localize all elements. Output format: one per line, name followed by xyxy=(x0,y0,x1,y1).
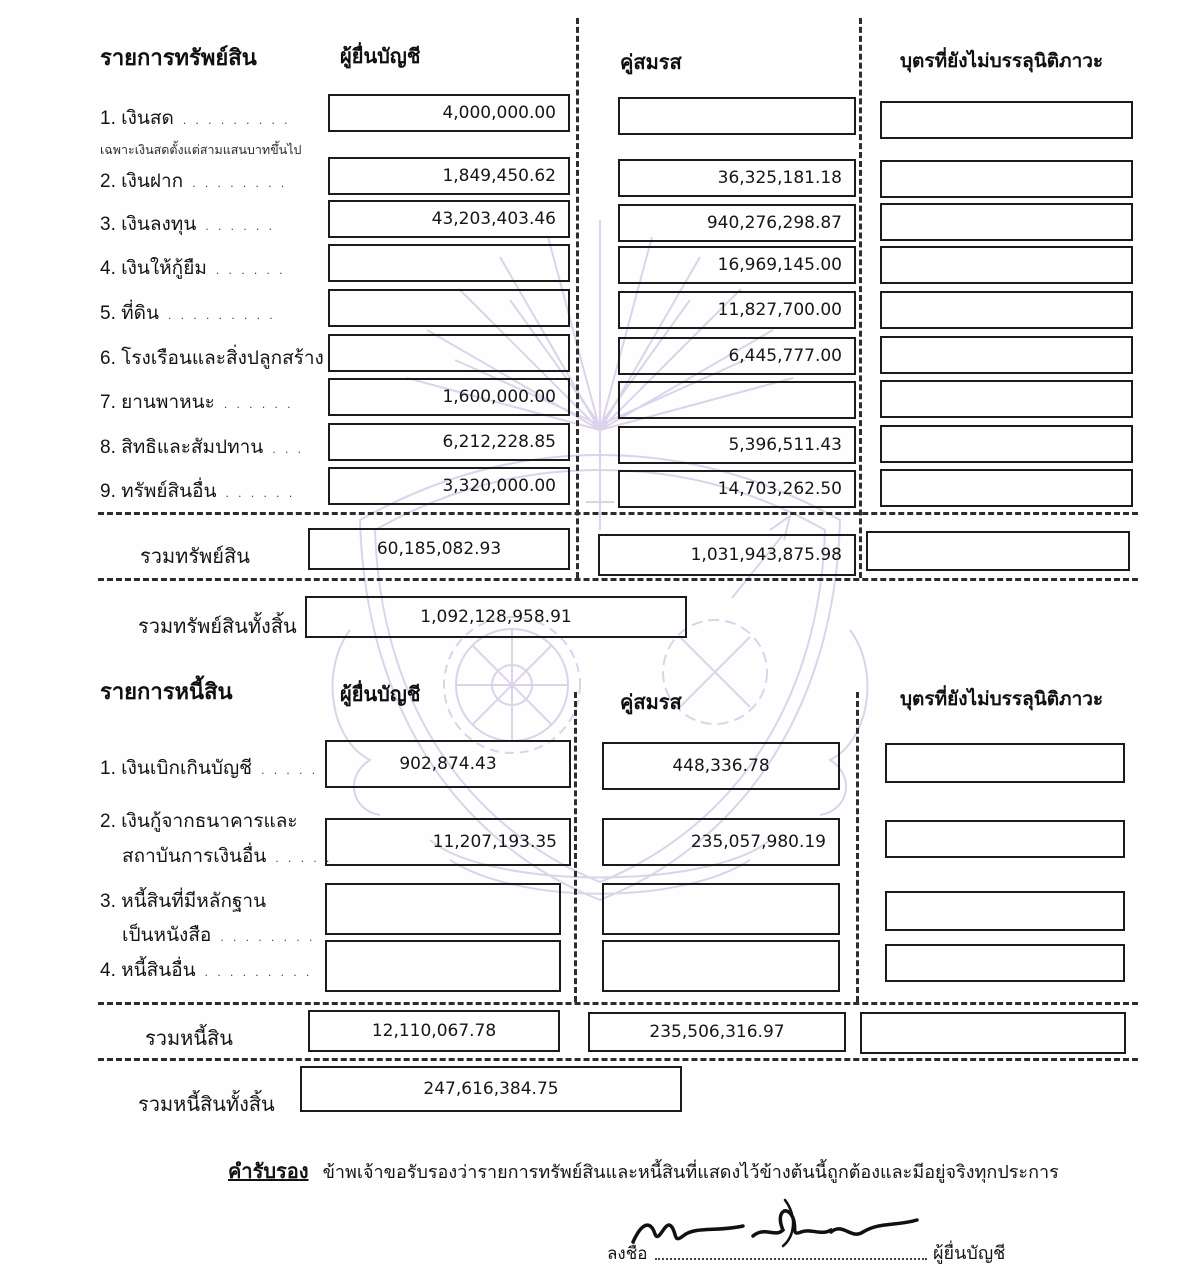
asset-declarant-value-box: 1,849,450.62 xyxy=(328,157,570,195)
asset-spouse-value-box: 11,827,700.00 xyxy=(618,291,856,329)
liabilities-total-spouse-box: 235,506,316.97 xyxy=(588,1012,846,1052)
liabilities-section-title: รายการหนี้สิน xyxy=(100,679,233,704)
asset-spouse-value-box: 14,703,262.50 xyxy=(618,470,856,508)
assets-total-label: รวมทรัพย์สิน xyxy=(140,546,250,568)
asset-children-value-box xyxy=(880,425,1133,463)
asset-spouse-value-box xyxy=(618,97,856,135)
assets-total-spouse-box: 1,031,943,875.98 xyxy=(598,534,856,576)
asset-row-label: 3. เงินลงทุน . . . . . . xyxy=(100,214,276,235)
liability-declarant-value-box xyxy=(325,940,561,992)
liability-children-value-box xyxy=(885,820,1125,858)
signature-dotted-line xyxy=(655,1258,927,1260)
dashed-divider xyxy=(98,1058,1138,1061)
liability-children-value-box xyxy=(885,944,1125,982)
asset-children-value-box xyxy=(880,203,1133,241)
liabilities-divider-declarant-spouse xyxy=(574,692,577,1002)
assets-col-declarant: ผู้ยื่นบัญชี xyxy=(340,46,421,68)
cash-note: เฉพาะเงินสดตั้งแต่สามแสนบาทขึ้นไป xyxy=(100,143,302,157)
asset-declarant-value-box xyxy=(328,334,570,372)
asset-declarant-value-box xyxy=(328,244,570,282)
liability-children-value-box xyxy=(885,743,1125,783)
liabilities-total-declarant-box: 12,110,067.78 xyxy=(308,1010,560,1052)
liability-row-label-line2: สถาบันการเงินอื่น . . . . . xyxy=(122,846,333,867)
certification-text: ข้าพเจ้าขอรับรองว่ารายการทรัพย์สินและหนี้สินที่แสดงไว้ข้างต้นนี้ถูกต้องและมีอยู่จริงทุกประการ xyxy=(322,1162,1059,1182)
assets-divider-spouse-children xyxy=(859,18,862,578)
assets-total-declarant-box: 60,185,082.93 xyxy=(308,528,570,570)
asset-row-label: 1. เงินสด . . . . . . . . . xyxy=(100,108,291,129)
liability-row-label-line2: เป็นหนังสือ . . . . . . . . xyxy=(122,925,316,946)
asset-declarant-value-box: 4,000,000.00 xyxy=(328,94,570,132)
certification-heading: คำรับรอง xyxy=(228,1161,309,1183)
liability-row-label: 2. เงินกู้จากธนาคารและ xyxy=(100,811,298,832)
assets-total-children-box xyxy=(866,531,1130,571)
asset-declarant-value-box: 43,203,403.46 xyxy=(328,200,570,238)
liabilities-total-children-box xyxy=(860,1012,1126,1054)
asset-row-label: 8. สิทธิและสัมปทาน . . . xyxy=(100,437,304,458)
liability-row-label: 4. หนี้สินอื่น . . . . . . . . . xyxy=(100,960,313,981)
liability-spouse-value-box: 235,057,980.19 xyxy=(602,818,840,866)
asset-declarant-value-box xyxy=(328,289,570,327)
liability-children-value-box xyxy=(885,891,1125,931)
dashed-divider xyxy=(98,512,1138,515)
asset-row-label: 5. ที่ดิน . . . . . . . . . xyxy=(100,303,276,324)
assets-col-children: บุตรที่ยังไม่บรรลุนิติภาวะ xyxy=(900,51,1104,72)
liability-spouse-value-box xyxy=(602,940,840,992)
liability-row-label: 1. เงินเบิกเกินบัญชี . . . . . xyxy=(100,758,319,779)
liabilities-col-spouse: คู่สมรส xyxy=(620,692,682,714)
asset-spouse-value-box: 5,396,511.43 xyxy=(618,426,856,464)
signature-prefix-label: ลงชื่อ xyxy=(607,1244,648,1263)
liability-row-label: 3. หนี้สินที่มีหลักฐาน xyxy=(100,891,267,912)
asset-children-value-box xyxy=(880,160,1133,198)
asset-declarant-value-box: 3,320,000.00 xyxy=(328,467,570,505)
assets-divider-declarant-spouse xyxy=(576,18,579,578)
assets-col-spouse: คู่สมรส xyxy=(620,52,682,74)
asset-children-value-box xyxy=(880,101,1133,139)
liabilities-total-label: รวมหนี้สิน xyxy=(145,1028,233,1050)
asset-spouse-value-box xyxy=(618,381,856,419)
asset-declarant-value-box: 1,600,000.00 xyxy=(328,378,570,416)
dashed-divider xyxy=(98,578,1138,581)
signature-suffix-label: ผู้ยื่นบัญชี xyxy=(933,1243,1006,1263)
asset-children-value-box xyxy=(880,246,1133,284)
liability-declarant-value-box: 11,207,193.35 xyxy=(325,818,571,866)
asset-row-label: 6. โรงเรือนและสิ่งปลูกสร้าง xyxy=(100,348,324,369)
asset-declarant-value-box: 6,212,228.85 xyxy=(328,423,570,461)
liability-declarant-value-box xyxy=(325,883,561,935)
asset-spouse-value-box: 16,969,145.00 xyxy=(618,246,856,284)
liabilities-grand-total-label: รวมหนี้สินทั้งสิ้น xyxy=(138,1094,275,1116)
asset-row-label: 2. เงินฝาก . . . . . . . . xyxy=(100,171,288,192)
liability-spouse-value-box xyxy=(602,883,840,935)
asset-spouse-value-box: 6,445,777.00 xyxy=(618,337,856,375)
asset-children-value-box xyxy=(880,469,1133,507)
liabilities-divider-spouse-children xyxy=(856,692,859,1002)
asset-spouse-value-box: 940,276,298.87 xyxy=(618,204,856,242)
asset-children-value-box xyxy=(880,336,1133,374)
asset-row-label: 4. เงินให้กู้ยืม . . . . . . xyxy=(100,258,286,279)
certification-statement xyxy=(228,1155,1059,1187)
liability-spouse-value-box: 448,336.78 xyxy=(602,742,840,790)
asset-spouse-value-box: 36,325,181.18 xyxy=(618,159,856,197)
handwritten-signature xyxy=(625,1192,925,1254)
liability-declarant-value-box: 902,874.43 xyxy=(325,740,571,788)
assets-grand-total-label: รวมทรัพย์สินทั้งสิ้น xyxy=(138,616,297,638)
asset-children-value-box xyxy=(880,380,1133,418)
dashed-divider xyxy=(98,1002,1138,1005)
liabilities-col-children: บุตรที่ยังไม่บรรลุนิติภาวะ xyxy=(900,689,1104,710)
assets-section-title: รายการทรัพย์สิน xyxy=(100,45,257,70)
asset-row-label: 9. ทรัพย์สินอื่น . . . . . . xyxy=(100,481,296,502)
asset-children-value-box xyxy=(880,291,1133,329)
assets-grand-total-box: 1,092,128,958.91 xyxy=(305,596,687,638)
liabilities-col-declarant: ผู้ยื่นบัญชี xyxy=(340,684,421,706)
asset-row-label: 7. ยานพาหนะ . . . . . . xyxy=(100,392,294,413)
liabilities-grand-total-box: 247,616,384.75 xyxy=(300,1066,682,1112)
